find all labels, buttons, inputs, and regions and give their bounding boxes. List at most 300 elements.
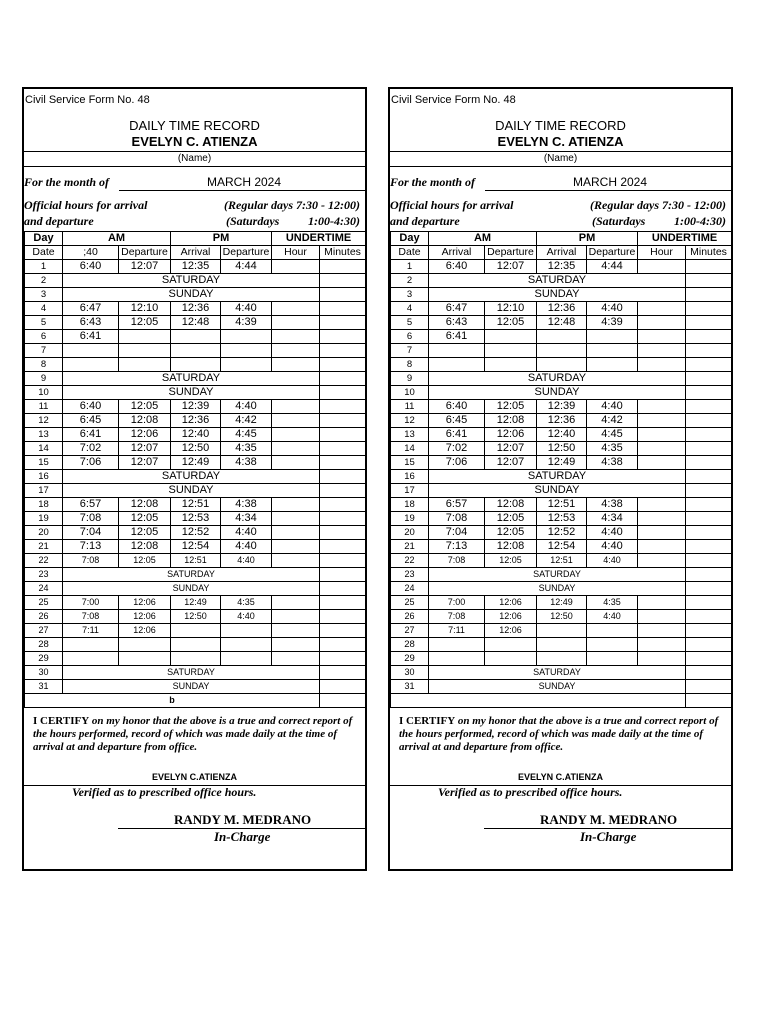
pm-departure: 4:38 (221, 498, 272, 512)
day-number: 26 (391, 610, 429, 624)
incharge-title: In-Charge (580, 829, 637, 844)
pm-arrival: 12:51 (171, 554, 221, 568)
pm-departure: 4:40 (221, 540, 272, 554)
pm-departure: 4:40 (587, 526, 638, 540)
am-departure: 12:07 (485, 456, 537, 470)
pm-departure: 4:45 (587, 428, 638, 442)
am-header: AM (429, 232, 537, 246)
pm-departure: 4:35 (221, 596, 272, 610)
undertime-hour (638, 316, 686, 330)
undertime-minutes (686, 456, 732, 470)
day-number: 16 (25, 470, 63, 484)
day-number: 17 (391, 484, 429, 498)
pm-departure: 4:35 (587, 596, 638, 610)
day-number: 14 (391, 442, 429, 456)
day-number: 18 (391, 498, 429, 512)
pm-departure (587, 652, 638, 666)
day-number: 3 (25, 288, 63, 302)
am-departure (119, 358, 171, 372)
am-arrival (429, 358, 485, 372)
undertime-minutes (686, 358, 732, 372)
day-number: 28 (391, 638, 429, 652)
day-number: 21 (391, 540, 429, 554)
undertime-header: UNDERTIME (272, 232, 366, 246)
undertime-hour (638, 638, 686, 652)
weekend-label: SUNDAY (63, 484, 320, 498)
pm-departure (221, 330, 272, 344)
am-departure-header: Departure (119, 246, 171, 260)
table-row (391, 498, 732, 512)
undertime-minutes (320, 526, 366, 540)
day-number: 2 (25, 274, 63, 288)
am-arrival (63, 638, 119, 652)
undertime-minutes (320, 582, 366, 596)
table-row (391, 666, 732, 680)
day-number: 6 (25, 330, 63, 344)
table-row (25, 666, 366, 680)
pm-departure: 4:35 (587, 442, 638, 456)
table-row (391, 456, 732, 470)
am-arrival: 7:11 (63, 624, 119, 638)
pm-departure (221, 624, 272, 638)
am-departure (485, 358, 537, 372)
table-row (391, 330, 732, 344)
signer-name: EVELYN C.ATIENZA (151, 772, 237, 782)
rule-line (390, 151, 731, 152)
am-arrival (63, 344, 119, 358)
pm-arrival: 12:51 (537, 498, 587, 512)
pm-departure-header: Departure (221, 246, 272, 260)
am-departure: 12:06 (119, 624, 171, 638)
day-number: 19 (25, 512, 63, 526)
day-number: 16 (391, 470, 429, 484)
weekend-label: SUNDAY (63, 582, 320, 596)
undertime-minutes (320, 372, 366, 386)
official-hours-label-2: and departure (24, 214, 94, 228)
pm-departure (587, 330, 638, 344)
undertime-minutes (686, 512, 732, 526)
table-row (25, 456, 366, 470)
am-departure: 12:05 (119, 316, 171, 330)
day-number: 18 (25, 498, 63, 512)
weekend-label: SATURDAY (63, 666, 320, 680)
table-row (391, 484, 732, 498)
undertime-hour (272, 456, 320, 470)
pm-arrival (537, 358, 587, 372)
undertime-minutes (686, 652, 732, 666)
table-row (25, 414, 366, 428)
official-hours-label: Official hours for arrival (24, 198, 148, 212)
pm-departure: 4:40 (221, 610, 272, 624)
undertime-minutes (686, 344, 732, 358)
table-row (391, 638, 732, 652)
am-departure: 12:05 (485, 554, 537, 568)
day-number: 14 (25, 442, 63, 456)
am-departure: 12:05 (485, 316, 537, 330)
undertime-hour (638, 512, 686, 526)
day-number: 20 (25, 526, 63, 540)
undertime-minutes (686, 386, 732, 400)
month-label: For the month of (390, 175, 476, 189)
am-arrival: 6:43 (63, 316, 119, 330)
am-arrival: 7:13 (63, 540, 119, 554)
am-arrival (63, 652, 119, 666)
pm-departure: 4:44 (587, 260, 638, 274)
am-arrival: 7:00 (429, 596, 485, 610)
day-number: 22 (25, 554, 63, 568)
am-departure: 12:08 (119, 540, 171, 554)
undertime-minutes (320, 428, 366, 442)
pm-arrival: 12:40 (171, 428, 221, 442)
undertime-minutes (686, 526, 732, 540)
am-arrival: 7:00 (63, 596, 119, 610)
pm-departure: 4:35 (221, 442, 272, 456)
am-arrival: 7:08 (63, 610, 119, 624)
am-arrival: 6:41 (63, 330, 119, 344)
pm-arrival: 12:35 (171, 260, 221, 274)
pm-arrival (171, 358, 221, 372)
am-departure: 12:06 (119, 596, 171, 610)
table-row (25, 512, 366, 526)
table-row (391, 554, 732, 568)
undertime-minutes (686, 484, 732, 498)
day-number: 1 (391, 260, 429, 274)
pm-arrival (171, 652, 221, 666)
am-arrival: 7:08 (63, 554, 119, 568)
table-row (25, 540, 366, 554)
am-header: AM (63, 232, 171, 246)
total-minutes (686, 694, 732, 708)
day-number: 5 (391, 316, 429, 330)
month-value: MARCH 2024 (572, 175, 648, 189)
table-row (391, 400, 732, 414)
undertime-minutes (320, 400, 366, 414)
official-hours-label-2: and departure (390, 214, 460, 228)
incharge-title: In-Charge (214, 829, 271, 844)
certify-body: on my honor that the above is a true and correct report of the hours performed, record of which was made daily at the time of arrival at and departure from office. (33, 715, 353, 753)
table-row (391, 428, 732, 442)
table-row (391, 596, 732, 610)
am-departure: 12:05 (485, 400, 537, 414)
undertime-minutes (686, 302, 732, 316)
minutes-header: Minutes (686, 246, 732, 260)
total-minutes (320, 694, 366, 708)
undertime-hour (638, 540, 686, 554)
am-arrival: 7:02 (63, 442, 119, 456)
undertime-minutes (686, 540, 732, 554)
am-arrival: 6:41 (63, 428, 119, 442)
undertime-minutes (320, 386, 366, 400)
day-number: 15 (25, 456, 63, 470)
pm-arrival: 12:40 (537, 428, 587, 442)
day-number: 12 (25, 414, 63, 428)
undertime-minutes (320, 260, 366, 274)
pm-arrival: 12:50 (171, 610, 221, 624)
pm-departure: 4:42 (587, 414, 638, 428)
incharge-name: RANDY M. MEDRANO (174, 812, 312, 827)
pm-arrival: 12:48 (537, 316, 587, 330)
pm-arrival: 12:36 (537, 414, 587, 428)
weekend-label: SATURDAY (63, 568, 320, 582)
pm-arrival (171, 638, 221, 652)
am-departure: 12:06 (119, 610, 171, 624)
undertime-hour (638, 442, 686, 456)
pm-departure (221, 652, 272, 666)
am-departure: 12:08 (119, 414, 171, 428)
saturdays-label: (Saturdays (226, 214, 280, 228)
pm-arrival: 12:53 (171, 512, 221, 526)
pm-departure: 4:38 (221, 456, 272, 470)
undertime-minutes (686, 372, 732, 386)
undertime-minutes (320, 316, 366, 330)
undertime-minutes (686, 596, 732, 610)
am-arrival: 6:40 (63, 400, 119, 414)
table-row (391, 680, 732, 694)
day-number: 6 (391, 330, 429, 344)
am-arrival: 7:08 (63, 512, 119, 526)
name-label: (Name) (543, 153, 578, 164)
table-row (25, 344, 366, 358)
am-arrival: 6:45 (429, 414, 485, 428)
undertime-minutes (320, 610, 366, 624)
undertime-minutes (320, 540, 366, 554)
pm-departure (221, 638, 272, 652)
pm-departure: 4:45 (221, 428, 272, 442)
table-row (391, 568, 732, 582)
pm-departure: 4:40 (221, 554, 272, 568)
weekend-label: SUNDAY (429, 484, 686, 498)
am-arrival: 7:08 (429, 554, 485, 568)
minutes-header: Minutes (320, 246, 366, 260)
undertime-minutes (686, 470, 732, 484)
pm-departure: 4:40 (587, 610, 638, 624)
undertime-minutes (320, 512, 366, 526)
pm-arrival: 12:49 (171, 596, 221, 610)
day-number: 28 (25, 638, 63, 652)
undertime-minutes (320, 470, 366, 484)
table-row (391, 344, 732, 358)
am-arrival: 7:04 (429, 526, 485, 540)
pm-departure: 4:40 (221, 526, 272, 540)
undertime-minutes (686, 260, 732, 274)
weekend-label: SUNDAY (429, 288, 686, 302)
day-number: 29 (391, 652, 429, 666)
undertime-minutes (320, 456, 366, 470)
weekend-label: SATURDAY (429, 470, 686, 484)
undertime-header: UNDERTIME (638, 232, 732, 246)
rule-line (485, 190, 731, 191)
undertime-minutes (686, 582, 732, 596)
day-number: 4 (391, 302, 429, 316)
am-departure (485, 638, 537, 652)
undertime-minutes (686, 316, 732, 330)
undertime-minutes (320, 568, 366, 582)
undertime-hour (272, 498, 320, 512)
time-record-table (390, 231, 732, 708)
undertime-hour (638, 624, 686, 638)
undertime-minutes (686, 330, 732, 344)
undertime-hour (638, 652, 686, 666)
table-row (25, 652, 366, 666)
am-departure: 12:06 (485, 624, 537, 638)
pm-departure: 4:40 (587, 400, 638, 414)
undertime-hour (272, 652, 320, 666)
am-departure: 12:08 (485, 414, 537, 428)
am-arrival: 6:47 (429, 302, 485, 316)
am-arrival: 7:06 (429, 456, 485, 470)
undertime-hour (638, 302, 686, 316)
day-number: 9 (391, 372, 429, 386)
am-departure: 12:06 (119, 428, 171, 442)
undertime-hour (638, 610, 686, 624)
day-number: 13 (391, 428, 429, 442)
undertime-minutes (320, 498, 366, 512)
table-row (25, 526, 366, 540)
am-arrival: 7:08 (429, 610, 485, 624)
undertime-hour (272, 414, 320, 428)
day-number: 29 (25, 652, 63, 666)
am-arrival: 6:57 (429, 498, 485, 512)
undertime-hour (272, 624, 320, 638)
hour-header: Hour (638, 246, 686, 260)
undertime-hour (638, 456, 686, 470)
undertime-minutes (320, 624, 366, 638)
am-arrival: 6:41 (429, 330, 485, 344)
rule-line (24, 151, 365, 152)
incharge-name: RANDY M. MEDRANO (540, 812, 678, 827)
undertime-hour (272, 638, 320, 652)
day-number: 25 (391, 596, 429, 610)
weekend-label: SATURDAY (429, 372, 686, 386)
am-departure: 12:07 (485, 260, 537, 274)
day-number: 23 (391, 568, 429, 582)
undertime-minutes (320, 442, 366, 456)
header-row (25, 232, 366, 246)
undertime-hour (272, 540, 320, 554)
pm-departure: 4:40 (587, 540, 638, 554)
day-number: 8 (391, 358, 429, 372)
day-number: 17 (25, 484, 63, 498)
table-row (391, 610, 732, 624)
rule-line (119, 190, 365, 191)
day-number: 1 (25, 260, 63, 274)
undertime-minutes (320, 302, 366, 316)
am-departure: 12:10 (119, 302, 171, 316)
am-arrival (429, 638, 485, 652)
verified-text: Verified as to prescribed office hours. (72, 785, 257, 799)
pm-arrival: 12:50 (171, 442, 221, 456)
undertime-minutes (686, 414, 732, 428)
am-arrival: 7:11 (429, 624, 485, 638)
day-number: 4 (25, 302, 63, 316)
table-row (25, 442, 366, 456)
pm-arrival: 12:53 (537, 512, 587, 526)
day-number: 8 (25, 358, 63, 372)
table-row (25, 288, 366, 302)
table-row (25, 624, 366, 638)
day-number: 19 (391, 512, 429, 526)
table-row (25, 302, 366, 316)
undertime-hour (272, 302, 320, 316)
table-row (391, 526, 732, 540)
undertime-hour (272, 428, 320, 442)
day-number: 7 (25, 344, 63, 358)
pm-arrival (537, 344, 587, 358)
undertime-minutes (686, 400, 732, 414)
weekend-label: SUNDAY (429, 582, 686, 596)
undertime-hour (272, 554, 320, 568)
am-arrival: 7:02 (429, 442, 485, 456)
table-row (391, 540, 732, 554)
regular-days-hours: (Regular days 7:30 - 12:00) (224, 198, 360, 212)
pm-arrival-header: Arrival (537, 246, 587, 260)
undertime-minutes (686, 498, 732, 512)
weekend-label: SUNDAY (63, 288, 320, 302)
pm-arrival: 12:39 (537, 400, 587, 414)
table-row (391, 260, 732, 274)
pm-arrival: 12:51 (171, 498, 221, 512)
table-row (391, 414, 732, 428)
table-row (25, 260, 366, 274)
undertime-hour (638, 554, 686, 568)
pm-header: PM (537, 232, 638, 246)
weekend-label: SATURDAY (63, 372, 320, 386)
pm-header: PM (171, 232, 272, 246)
am-arrival (63, 358, 119, 372)
pm-departure: 4:39 (587, 316, 638, 330)
pm-arrival: 12:36 (171, 414, 221, 428)
pm-departure: 4:44 (221, 260, 272, 274)
pm-arrival: 12:49 (171, 456, 221, 470)
table-row (391, 316, 732, 330)
weekend-label: SATURDAY (429, 568, 686, 582)
day-number: 23 (25, 568, 63, 582)
employee-name: EVELYN C. ATIENZA (131, 134, 258, 149)
pm-arrival (537, 652, 587, 666)
subheader-row (25, 246, 366, 260)
table-row (25, 638, 366, 652)
am-arrival: 6:41 (429, 428, 485, 442)
undertime-minutes (320, 484, 366, 498)
day-number: 26 (25, 610, 63, 624)
pm-arrival: 12:36 (171, 302, 221, 316)
am-departure: 12:07 (119, 442, 171, 456)
am-departure: 12:05 (119, 400, 171, 414)
am-departure: 12:06 (485, 610, 537, 624)
undertime-minutes (686, 274, 732, 288)
pm-arrival: 12:50 (537, 442, 587, 456)
pm-departure (587, 358, 638, 372)
undertime-hour (272, 400, 320, 414)
am-departure (119, 638, 171, 652)
pm-departure (221, 344, 272, 358)
am-arrival: 6:47 (63, 302, 119, 316)
day-number: 31 (25, 680, 63, 694)
weekend-label: SUNDAY (63, 386, 320, 400)
am-departure: 12:05 (485, 512, 537, 526)
table-row (25, 330, 366, 344)
day-number: 11 (391, 400, 429, 414)
day-number: 15 (391, 456, 429, 470)
am-arrival-header: Arrival (429, 246, 485, 260)
undertime-minutes (320, 680, 366, 694)
table-row (25, 680, 366, 694)
day-number: 12 (391, 414, 429, 428)
pm-departure: 4:34 (587, 512, 638, 526)
am-departure: 12:05 (119, 554, 171, 568)
undertime-minutes (320, 596, 366, 610)
undertime-minutes (686, 568, 732, 582)
